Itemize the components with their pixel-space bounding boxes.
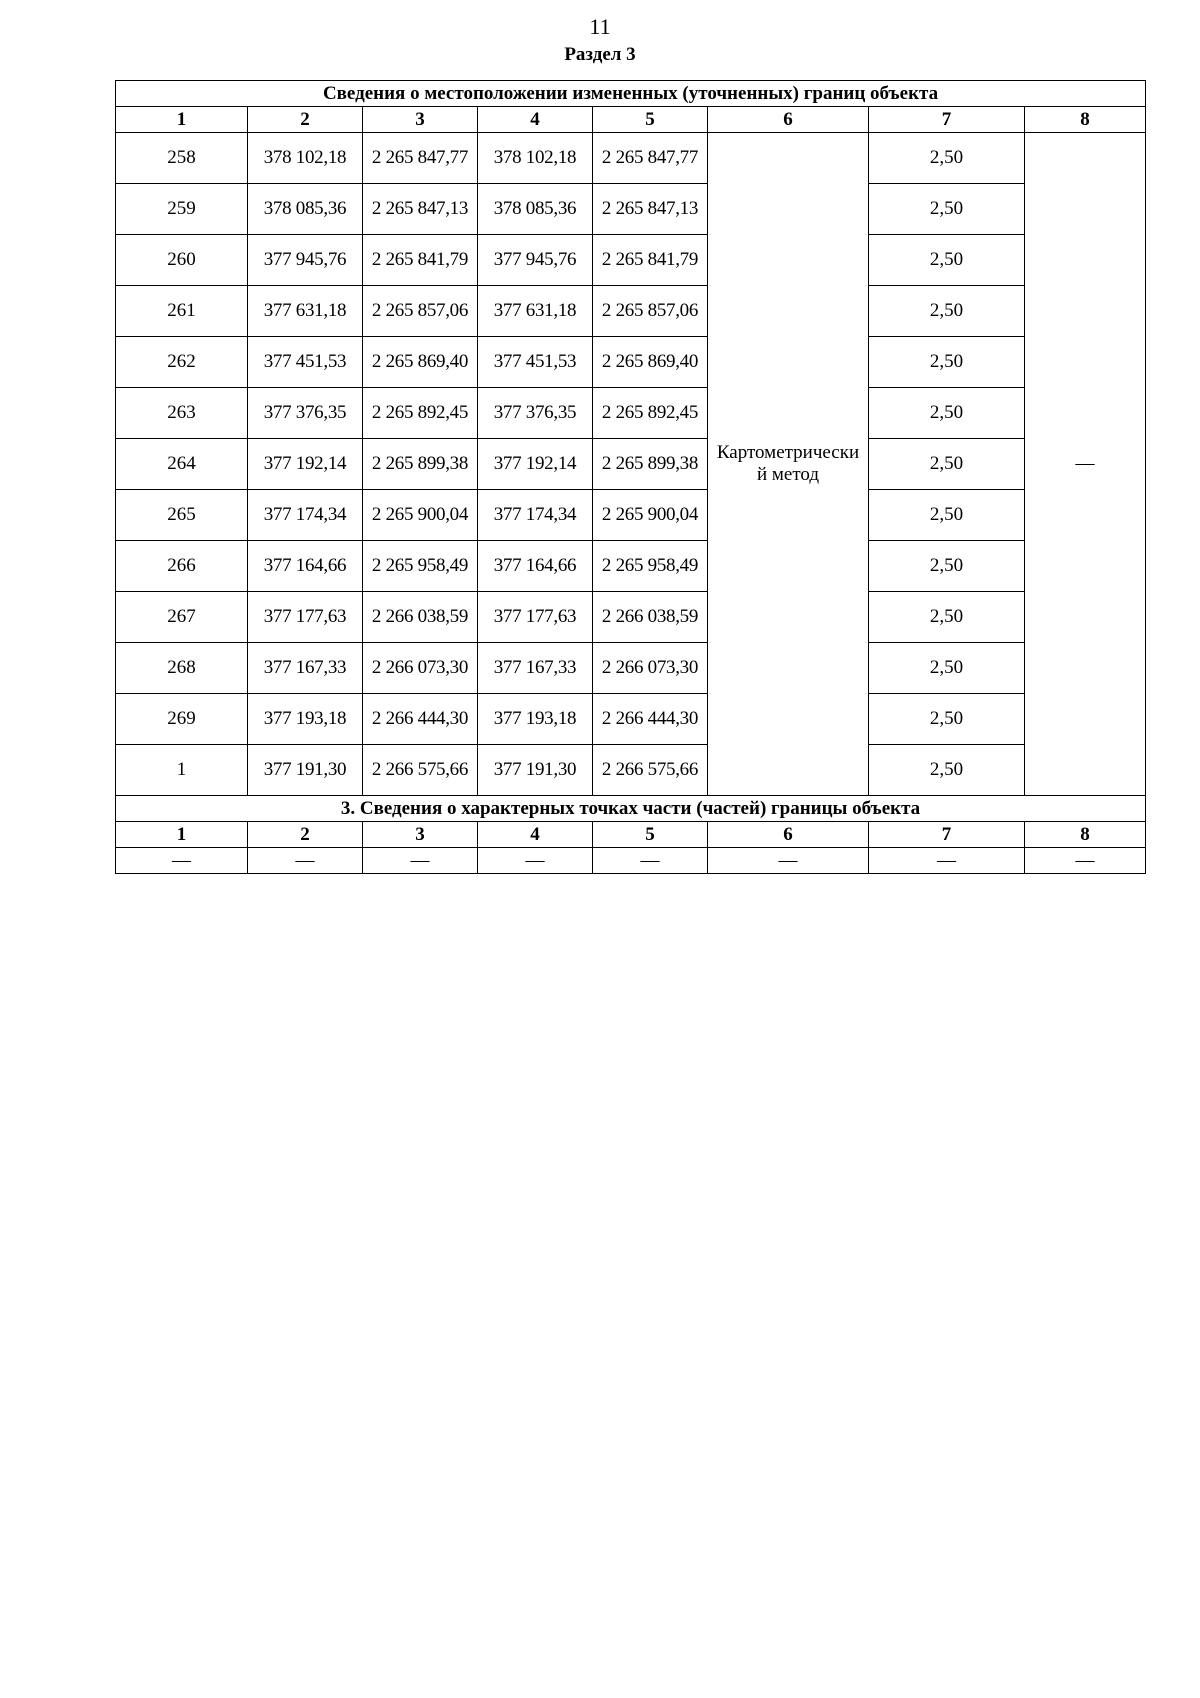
empty-cell: — (478, 848, 593, 874)
table1-column-header: 3 (363, 107, 478, 133)
coordinate-cell: 2 265 847,13 (363, 184, 478, 235)
coordinate-cell: 2 265 857,06 (593, 286, 708, 337)
point-number-cell: 260 (116, 235, 248, 286)
coordinate-cell: 377 164,66 (478, 541, 593, 592)
table2-column-header: 7 (869, 822, 1025, 848)
empty-cell: — (363, 848, 478, 874)
table-row (116, 286, 1146, 337)
table1-column-header: 6 (708, 107, 869, 133)
precision-cell: 2,50 (869, 694, 1025, 745)
coordinate-cell: 377 376,35 (478, 388, 593, 439)
table-row (116, 388, 1146, 439)
coordinate-cell: 2 265 841,79 (593, 235, 708, 286)
coordinate-cell: 2 265 869,40 (363, 337, 478, 388)
table2-column-header: 6 (708, 822, 869, 848)
table2-title: 3. Сведения о характерных точках части (частей) границы объекта (116, 796, 1146, 822)
coordinate-cell: 377 451,53 (248, 337, 363, 388)
table-row (116, 745, 1146, 796)
point-number-cell: 259 (116, 184, 248, 235)
table1-column-header: 8 (1025, 107, 1146, 133)
empty-cell: — (593, 848, 708, 874)
point-number-cell: 267 (116, 592, 248, 643)
coordinate-cell: 377 164,66 (248, 541, 363, 592)
point-number-cell: 258 (116, 133, 248, 184)
table-row (116, 643, 1146, 694)
coordinate-cell: 2 265 892,45 (363, 388, 478, 439)
empty-cell: — (116, 848, 248, 874)
coordinate-cell: 377 174,34 (478, 490, 593, 541)
coordinate-cell: 2 266 444,30 (363, 694, 478, 745)
table2-column-header: 4 (478, 822, 593, 848)
coordinates-table (115, 80, 1146, 874)
coordinate-cell: 377 631,18 (248, 286, 363, 337)
precision-cell: 2,50 (869, 490, 1025, 541)
table1-title: Сведения о местоположении измененных (уточненных) границ объекта (116, 81, 1146, 107)
precision-cell: 2,50 (869, 745, 1025, 796)
table-row (116, 694, 1146, 745)
coordinate-cell: 378 085,36 (478, 184, 593, 235)
coordinate-cell: 377 945,76 (248, 235, 363, 286)
coordinate-cell: 2 266 038,59 (363, 592, 478, 643)
coordinate-cell: 377 451,53 (478, 337, 593, 388)
point-number-cell: 265 (116, 490, 248, 541)
coordinate-cell: 377 167,33 (248, 643, 363, 694)
table2-column-header: 2 (248, 822, 363, 848)
point-number-cell: 266 (116, 541, 248, 592)
coordinate-cell: 378 085,36 (248, 184, 363, 235)
point-number-cell: 264 (116, 439, 248, 490)
method-line-1: Картометрически (716, 442, 860, 463)
coordinate-cell: 2 266 575,66 (363, 745, 478, 796)
point-number-cell: 1 (116, 745, 248, 796)
table-row (116, 184, 1146, 235)
precision-cell: 2,50 (869, 592, 1025, 643)
table2-column-header: 3 (363, 822, 478, 848)
empty-cell: — (708, 848, 869, 874)
empty-cell: — (869, 848, 1025, 874)
coordinate-cell: 2 266 038,59 (593, 592, 708, 643)
coordinate-cell: 377 174,34 (248, 490, 363, 541)
page-number: 11 (589, 14, 611, 39)
coordinate-cell: 377 631,18 (478, 286, 593, 337)
table2-column-header-row (116, 822, 1146, 848)
table-row (116, 133, 1146, 184)
precision-cell: 2,50 (869, 184, 1025, 235)
method-line-2: й метод (756, 464, 820, 485)
table1-column-header: 5 (593, 107, 708, 133)
precision-cell: 2,50 (869, 388, 1025, 439)
table-row (116, 541, 1146, 592)
precision-cell: 2,50 (869, 643, 1025, 694)
coordinate-cell: 2 265 900,04 (363, 490, 478, 541)
table1-column-header: 4 (478, 107, 593, 133)
coordinate-cell: 2 265 958,49 (593, 541, 708, 592)
col8-cell: — (1025, 133, 1146, 796)
coordinate-cell: 377 193,18 (478, 694, 593, 745)
table-row (116, 337, 1146, 388)
table-row (116, 490, 1146, 541)
table1-column-header: 2 (248, 107, 363, 133)
coordinate-cell: 2 265 857,06 (363, 286, 478, 337)
table1-column-header-row (116, 107, 1146, 133)
precision-cell: 2,50 (869, 235, 1025, 286)
coordinate-cell: 378 102,18 (478, 133, 593, 184)
coordinate-cell: 2 266 444,30 (593, 694, 708, 745)
precision-cell: 2,50 (869, 541, 1025, 592)
coordinate-cell: 377 177,63 (248, 592, 363, 643)
point-number-cell: 262 (116, 337, 248, 388)
coordinate-cell: 377 167,33 (478, 643, 593, 694)
empty-cell: — (248, 848, 363, 874)
precision-cell: 2,50 (869, 439, 1025, 490)
empty-cell: — (1025, 848, 1146, 874)
coordinate-cell: 2 265 847,77 (363, 133, 478, 184)
coordinate-cell: 2 266 575,66 (593, 745, 708, 796)
coordinate-cell: 377 191,30 (478, 745, 593, 796)
point-number-cell: 261 (116, 286, 248, 337)
coordinate-cell: 2 265 900,04 (593, 490, 708, 541)
coordinate-cell: 2 265 899,38 (363, 439, 478, 490)
coordinate-cell: 2 266 073,30 (363, 643, 478, 694)
coordinate-cell: 2 265 869,40 (593, 337, 708, 388)
coordinate-cell: 377 192,14 (478, 439, 593, 490)
table2-column-header: 8 (1025, 822, 1146, 848)
coordinate-cell: 377 177,63 (478, 592, 593, 643)
table1-column-header: 1 (116, 107, 248, 133)
method-cell (708, 133, 869, 796)
coordinate-cell: 2 266 073,30 (593, 643, 708, 694)
precision-cell: 2,50 (869, 337, 1025, 388)
table-row (116, 848, 1146, 874)
coordinate-cell: 2 265 847,77 (593, 133, 708, 184)
table2-column-header: 5 (593, 822, 708, 848)
table2-column-header: 1 (116, 822, 248, 848)
coordinate-cell: 2 265 847,13 (593, 184, 708, 235)
coordinate-cell: 2 265 892,45 (593, 388, 708, 439)
precision-cell: 2,50 (869, 133, 1025, 184)
coordinate-cell: 377 945,76 (478, 235, 593, 286)
point-number-cell: 269 (116, 694, 248, 745)
coordinate-cell: 377 191,30 (248, 745, 363, 796)
coordinate-cell: 377 193,18 (248, 694, 363, 745)
table-row (116, 439, 1146, 490)
table1-column-header: 7 (869, 107, 1025, 133)
precision-cell: 2,50 (869, 286, 1025, 337)
point-number-cell: 268 (116, 643, 248, 694)
coordinate-cell: 377 376,35 (248, 388, 363, 439)
coordinate-cell: 2 265 899,38 (593, 439, 708, 490)
coordinate-cell: 378 102,18 (248, 133, 363, 184)
section-title: Раздел 3 (564, 44, 636, 65)
coordinate-cell: 377 192,14 (248, 439, 363, 490)
point-number-cell: 263 (116, 388, 248, 439)
table-row (116, 592, 1146, 643)
table-row (116, 235, 1146, 286)
coordinate-cell: 2 265 958,49 (363, 541, 478, 592)
coordinate-cell: 2 265 841,79 (363, 235, 478, 286)
